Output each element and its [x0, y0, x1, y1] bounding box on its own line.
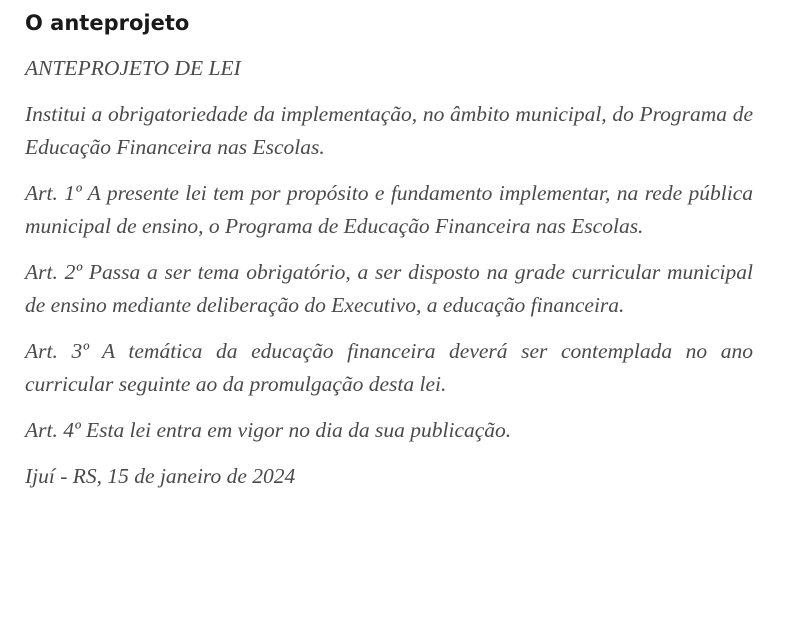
article-2: Art. 2º Passa a ser tema obrigatório, a ser disposto na grade curricular municipal de ensino mediante deliberação do Executivo, a educação financeira.: [25, 260, 753, 317]
document: [25, 8, 753, 506]
place-date: Ijuí - RS, 15 de janeiro de 2024: [25, 464, 296, 488]
article-4: Art. 4º Esta lei entra em vigor no dia da sua publicação.: [25, 418, 512, 442]
section-heading: O anteprojeto: [25, 11, 190, 35]
article-1: Art. 1º A presente lei tem por propósito e fundamento implementar, na rede pública municipal de ensino, o Programa de Educação Financeira nas Escolas.: [25, 181, 753, 238]
article-3: Art. 3º A temática da educação financeira deverá ser contemplada no ano curricular seguinte ao da promulgação desta lei.: [25, 339, 753, 396]
law-title: ANTEPROJETO DE LEI: [25, 56, 241, 80]
law-ementa: Institui a obrigatoriedade da implementação, no âmbito municipal, do Programa de Educação Financeira nas Escolas.: [25, 102, 753, 159]
